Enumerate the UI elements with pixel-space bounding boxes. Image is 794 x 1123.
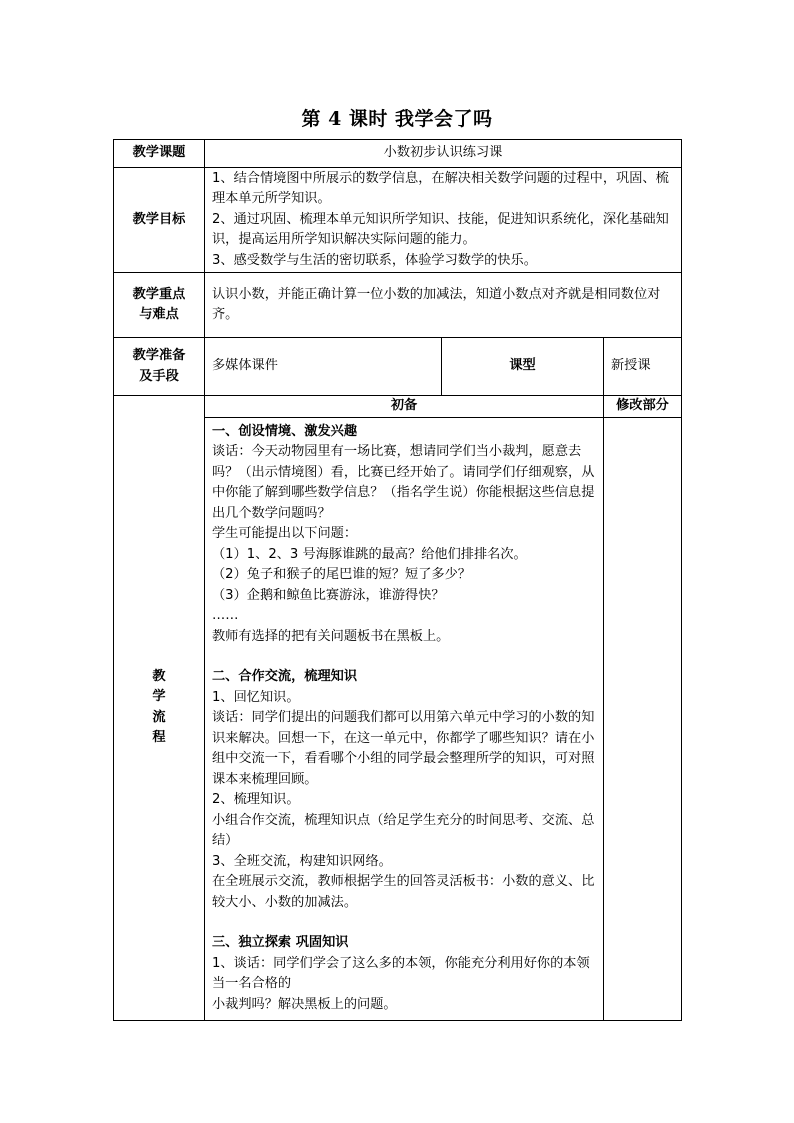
paragraph: 谈话：同学们提出的问题我们都可以用第六单元中学习的小数的知识来解决。回想一下，在这一单元中，你都学了哪些知识？请在小组中交流一下，看看哪个小组的同学最会整理所学的知识，可对照课本来梳理回顾。 <box>212 710 595 787</box>
prep-value: 多媒体课件 <box>205 338 442 396</box>
goal-item: 1、结合情境图中所展示的数学信息，在解决相关数学问题的过程中，巩固、梳理本单元所学知识。 <box>212 170 669 207</box>
question-item: （3）企鹅和鲸鱼比赛游泳，谁游得快？ <box>212 587 445 603</box>
paragraph: 小裁判吗？解决黑板上的问题。 <box>212 996 397 1012</box>
spacer <box>212 647 596 667</box>
keypoints-label <box>114 273 205 338</box>
revise-header: 修改部分 <box>604 396 682 418</box>
paragraph: 小组合作交流，梳理知识点（给足学生充分的时间思考、交流、总结） <box>212 812 595 849</box>
type-value: 新授课 <box>604 338 682 396</box>
goals-row <box>114 168 682 273</box>
paragraph: 1、谈话：同学们学会了这么多的本领，你能充分利用好你的本领当一名合格的 <box>212 955 590 992</box>
process-label-char: 学 <box>152 689 166 705</box>
topic-row <box>114 140 682 168</box>
type-label: 课型 <box>442 338 604 396</box>
keypoints-value: 认识小数，并能正确计算一位小数的加减法，知道小数点对齐就是相同数位对齐。 <box>205 273 682 338</box>
spacer <box>212 913 596 933</box>
prep-label <box>114 338 205 396</box>
goal-item: 3、感受数学与生活的密切联系，体验学习数学的快乐。 <box>212 252 537 268</box>
section-heading: 一、创设情境、激发兴趣 <box>212 423 358 439</box>
section-heading: 三、独立探索 巩固知识 <box>212 935 349 951</box>
topic-label: 教学课题 <box>114 140 205 168</box>
keypoints-label-line2: 与难点 <box>139 307 179 322</box>
process-label-char: 教 <box>152 668 166 684</box>
paragraph: 谈话：今天动物园里有一场比赛，想请同学们当小裁判，愿意去吗？（出示情境图）看，比赛已经开始了。请同学们仔细观察，从中你能了解到哪些数学信息？（指名学生说）你能根据这些信息提出几个数学问题吗？ <box>212 444 595 521</box>
goals-cell <box>205 168 682 273</box>
process-label-char: 流 <box>152 709 166 725</box>
ellipsis: …… <box>212 608 239 624</box>
goal-item: 2、通过巩固、梳理本单元知识所学知识、技能，促进知识系统化，深化基础知识，提高运用所学知识解决实际问题的能力。 <box>212 211 669 248</box>
prep-label-line2: 及手段 <box>139 368 179 384</box>
question-item: （1）1、2、3 号海豚谁跳的最高？给他们排排名次。 <box>212 546 527 562</box>
paragraph: 学生可能提出以下问题： <box>212 526 358 542</box>
process-header-row <box>114 396 682 418</box>
step-item: 3、全班交流，构建知识网络。 <box>212 853 392 869</box>
process-label-char: 程 <box>152 730 166 746</box>
question-item: （2）兔子和猴子的尾巴谁的短？短了多少？ <box>212 567 471 583</box>
process-label <box>114 396 205 1021</box>
prep-label-line1: 教学准备 <box>132 348 186 363</box>
topic-value: 小数初步认识练习课 <box>205 140 682 168</box>
page-title: 第 4 课时 我学会了吗 <box>301 108 493 130</box>
paragraph: 教师有选择的把有关问题板书在黑板上。 <box>212 628 450 644</box>
goals-label: 教学目标 <box>114 168 205 273</box>
step-item: 2、梳理知识。 <box>212 792 300 808</box>
process-revise-content <box>604 417 682 1020</box>
keypoints-row <box>114 273 682 338</box>
section-heading: 二、合作交流，梳理知识 <box>212 669 358 685</box>
lesson-plan-table <box>113 139 682 1021</box>
prep-row <box>114 338 682 396</box>
keypoints-label-line1: 教学重点 <box>132 286 186 302</box>
step-item: 1、回忆知识。 <box>212 689 300 705</box>
process-draft-content <box>205 417 604 1020</box>
draft-header: 初备 <box>205 396 604 418</box>
paragraph: 在全班展示交流，教师根据学生的回答灵活板书：小数的意义、比较大小、小数的加减法。 <box>212 874 595 910</box>
